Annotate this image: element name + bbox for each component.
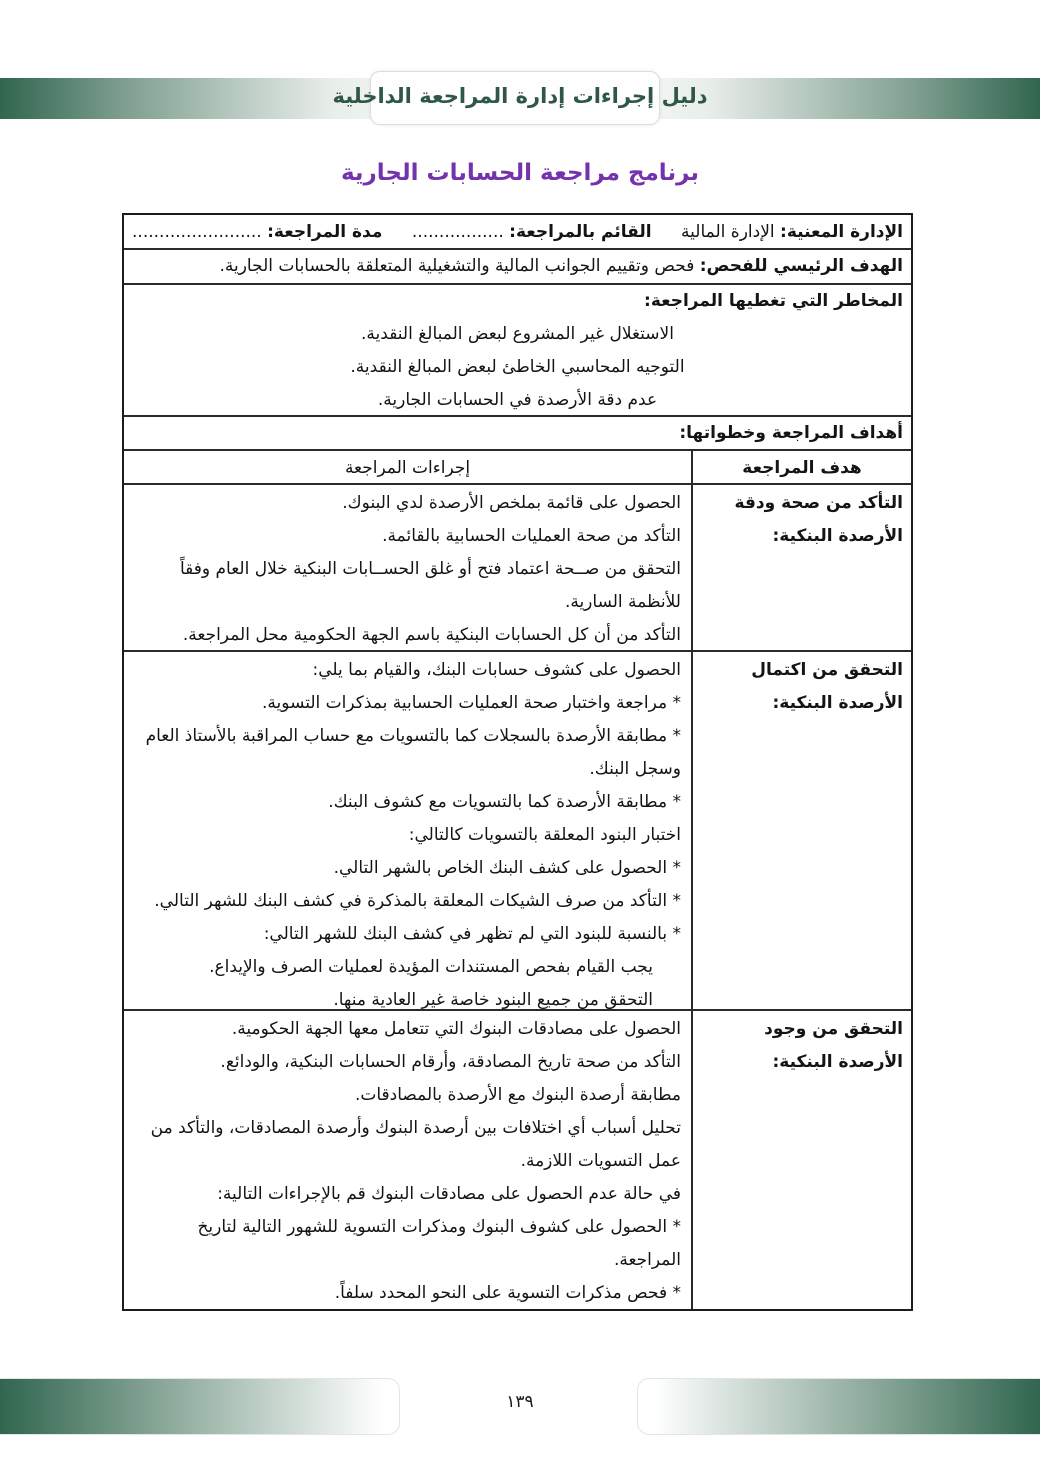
risks-row xyxy=(124,283,911,415)
purpose-row xyxy=(124,248,911,283)
procedure-line: * بالنسبة للبنود التي لم تظهر في كشف البنك للشهر التالي: xyxy=(263,924,681,944)
procedure-line: التأكد من صحة تاريخ المصادقة، وأرقام الحسابات البنكية، والودائع. xyxy=(220,1052,681,1072)
page-title: برنامج مراجعة الحسابات الجارية xyxy=(340,160,700,186)
section-row-existence xyxy=(124,1009,911,1309)
procedure-line: مطابقة أرصدة البنوك مع الأرصدة بالمصادقات. xyxy=(354,1085,681,1105)
footer-band-left xyxy=(0,1378,400,1435)
objective-title: التحقق من اكتمال الأرصدة البنكية: xyxy=(751,660,903,713)
procedure-line: الحصول على مصادقات البنوك التي تتعامل معها الجهة الحكومية. xyxy=(231,1019,681,1039)
procedure-line: الحصول على كشوف حسابات البنك، والقيام بما يلي: xyxy=(312,660,681,680)
auditor-field xyxy=(412,222,652,242)
objective-cell xyxy=(691,1011,911,1309)
department-label: الإدارة المعنية: xyxy=(780,221,903,242)
procedure-line: * الحصول على كشوف البنوك ومذكرات التسوية للشهور التالية لتاريخ المراجعة. xyxy=(197,1217,681,1270)
department-field xyxy=(681,222,903,242)
duration-label: مدة المراجعة: xyxy=(267,221,383,242)
procedure-line: التأكد من صحة العمليات الحسابية بالقائمة. xyxy=(382,526,681,546)
procedure-line: * الحصول على كشف البنك الخاص بالشهر التالي. xyxy=(333,858,681,878)
objective-cell xyxy=(691,652,911,1009)
risks-heading: المخاطر التي تغطيها المراجعة: xyxy=(644,291,903,311)
manual-title: دليل إجراءات إدارة المراجعة الداخلية xyxy=(332,84,708,108)
auditor-value: ................. xyxy=(411,221,504,242)
procedures-cell xyxy=(124,485,691,650)
objective-title: التأكد من صحة ودقة الأرصدة البنكية: xyxy=(734,493,903,546)
footer-band-right xyxy=(637,1378,1040,1435)
procedure-line: الحصول على قائمة بملخص الأرصدة لدي البنوك. xyxy=(342,493,681,513)
objective-title: التحقق من وجود الأرصدة البنكية: xyxy=(764,1019,903,1072)
purpose-label: الهدف الرئيسي للفحص: xyxy=(699,256,903,276)
procedure-line: * مراجعة واختبار صحة العمليات الحسابية بمذكرات التسوية. xyxy=(262,693,681,713)
procedure-line: اختبار البنود المعلقة بالتسويات كالتالي: xyxy=(408,825,681,845)
auditor-label: القائم بالمراجعة: xyxy=(509,221,652,242)
duration-field xyxy=(132,222,382,242)
procedures-cell xyxy=(124,1011,691,1309)
audit-program-table xyxy=(122,213,913,1311)
objectives-heading-row: أهداف المراجعة وخطواتها: xyxy=(124,415,911,449)
column-header-row xyxy=(124,449,911,483)
procedure-line: التحقق من صــحة اعتماد فتح أو غلق الحســابات البنكية خلال العام وفقاً للأنظمة السارية. xyxy=(179,559,681,612)
procedure-line: تحليل أسباب أي اختلافات بين أرصدة البنوك وأرصدة المصادقات، والتأكد من عمل التسويات اللازمة. xyxy=(150,1118,681,1171)
section-row-accuracy xyxy=(124,483,911,650)
procedure-line: * فحص مذكرات التسوية على النحو المحدد سلفاً. xyxy=(334,1283,681,1303)
column-header-objective: هدف المراجعة xyxy=(691,451,911,483)
risk-item: التوجيه المحاسبي الخاطئ لبعض المبالغ النقدية. xyxy=(350,357,685,377)
procedure-line: * مطابقة الأرصدة كما بالتسويات مع كشوف البنك. xyxy=(328,792,681,812)
admin-row xyxy=(124,215,911,248)
department-value: الإدارة المالية xyxy=(681,221,775,242)
purpose-text: فحص وتقييم الجوانب المالية والتشغيلية المتعلقة بالحسابات الجارية. xyxy=(219,256,695,276)
procedure-line: في حالة عدم الحصول على مصادقات البنوك قم بالإجراءات التالية: xyxy=(217,1184,681,1204)
procedure-line: يجب القيام بفحص المستندات المؤيدة لعمليات الصرف والإيداع. xyxy=(209,957,653,977)
procedure-line: * مطابقة الأرصدة بالسجلات كما بالتسويات مع حساب المراقبة بالأستاذ العام وسجل البنك. xyxy=(145,726,681,779)
objective-cell xyxy=(691,485,911,650)
risk-item: عدم دقة الأرصدة في الحسابات الجارية. xyxy=(377,390,658,410)
procedure-line: التأكد من أن كل الحسابات البنكية باسم الجهة الحكومية محل المراجعة. xyxy=(182,625,681,645)
page-number: ١٣٩ xyxy=(506,1392,534,1412)
procedure-line: * التأكد من صرف الشيكات المعلقة بالمذكرة في كشف البنك للشهر التالي. xyxy=(154,891,681,911)
column-header-procedures: إجراءات المراجعة xyxy=(344,458,471,478)
procedures-cell xyxy=(124,652,691,1009)
duration-value: ........................ xyxy=(132,221,262,242)
section-row-completeness xyxy=(124,650,911,1009)
procedure-line: التحقق من جميع البنود خاصة غير العادية منها. xyxy=(333,990,653,1009)
risk-item: الاستغلال غير المشروع لبعض المبالغ النقدية. xyxy=(361,324,674,344)
